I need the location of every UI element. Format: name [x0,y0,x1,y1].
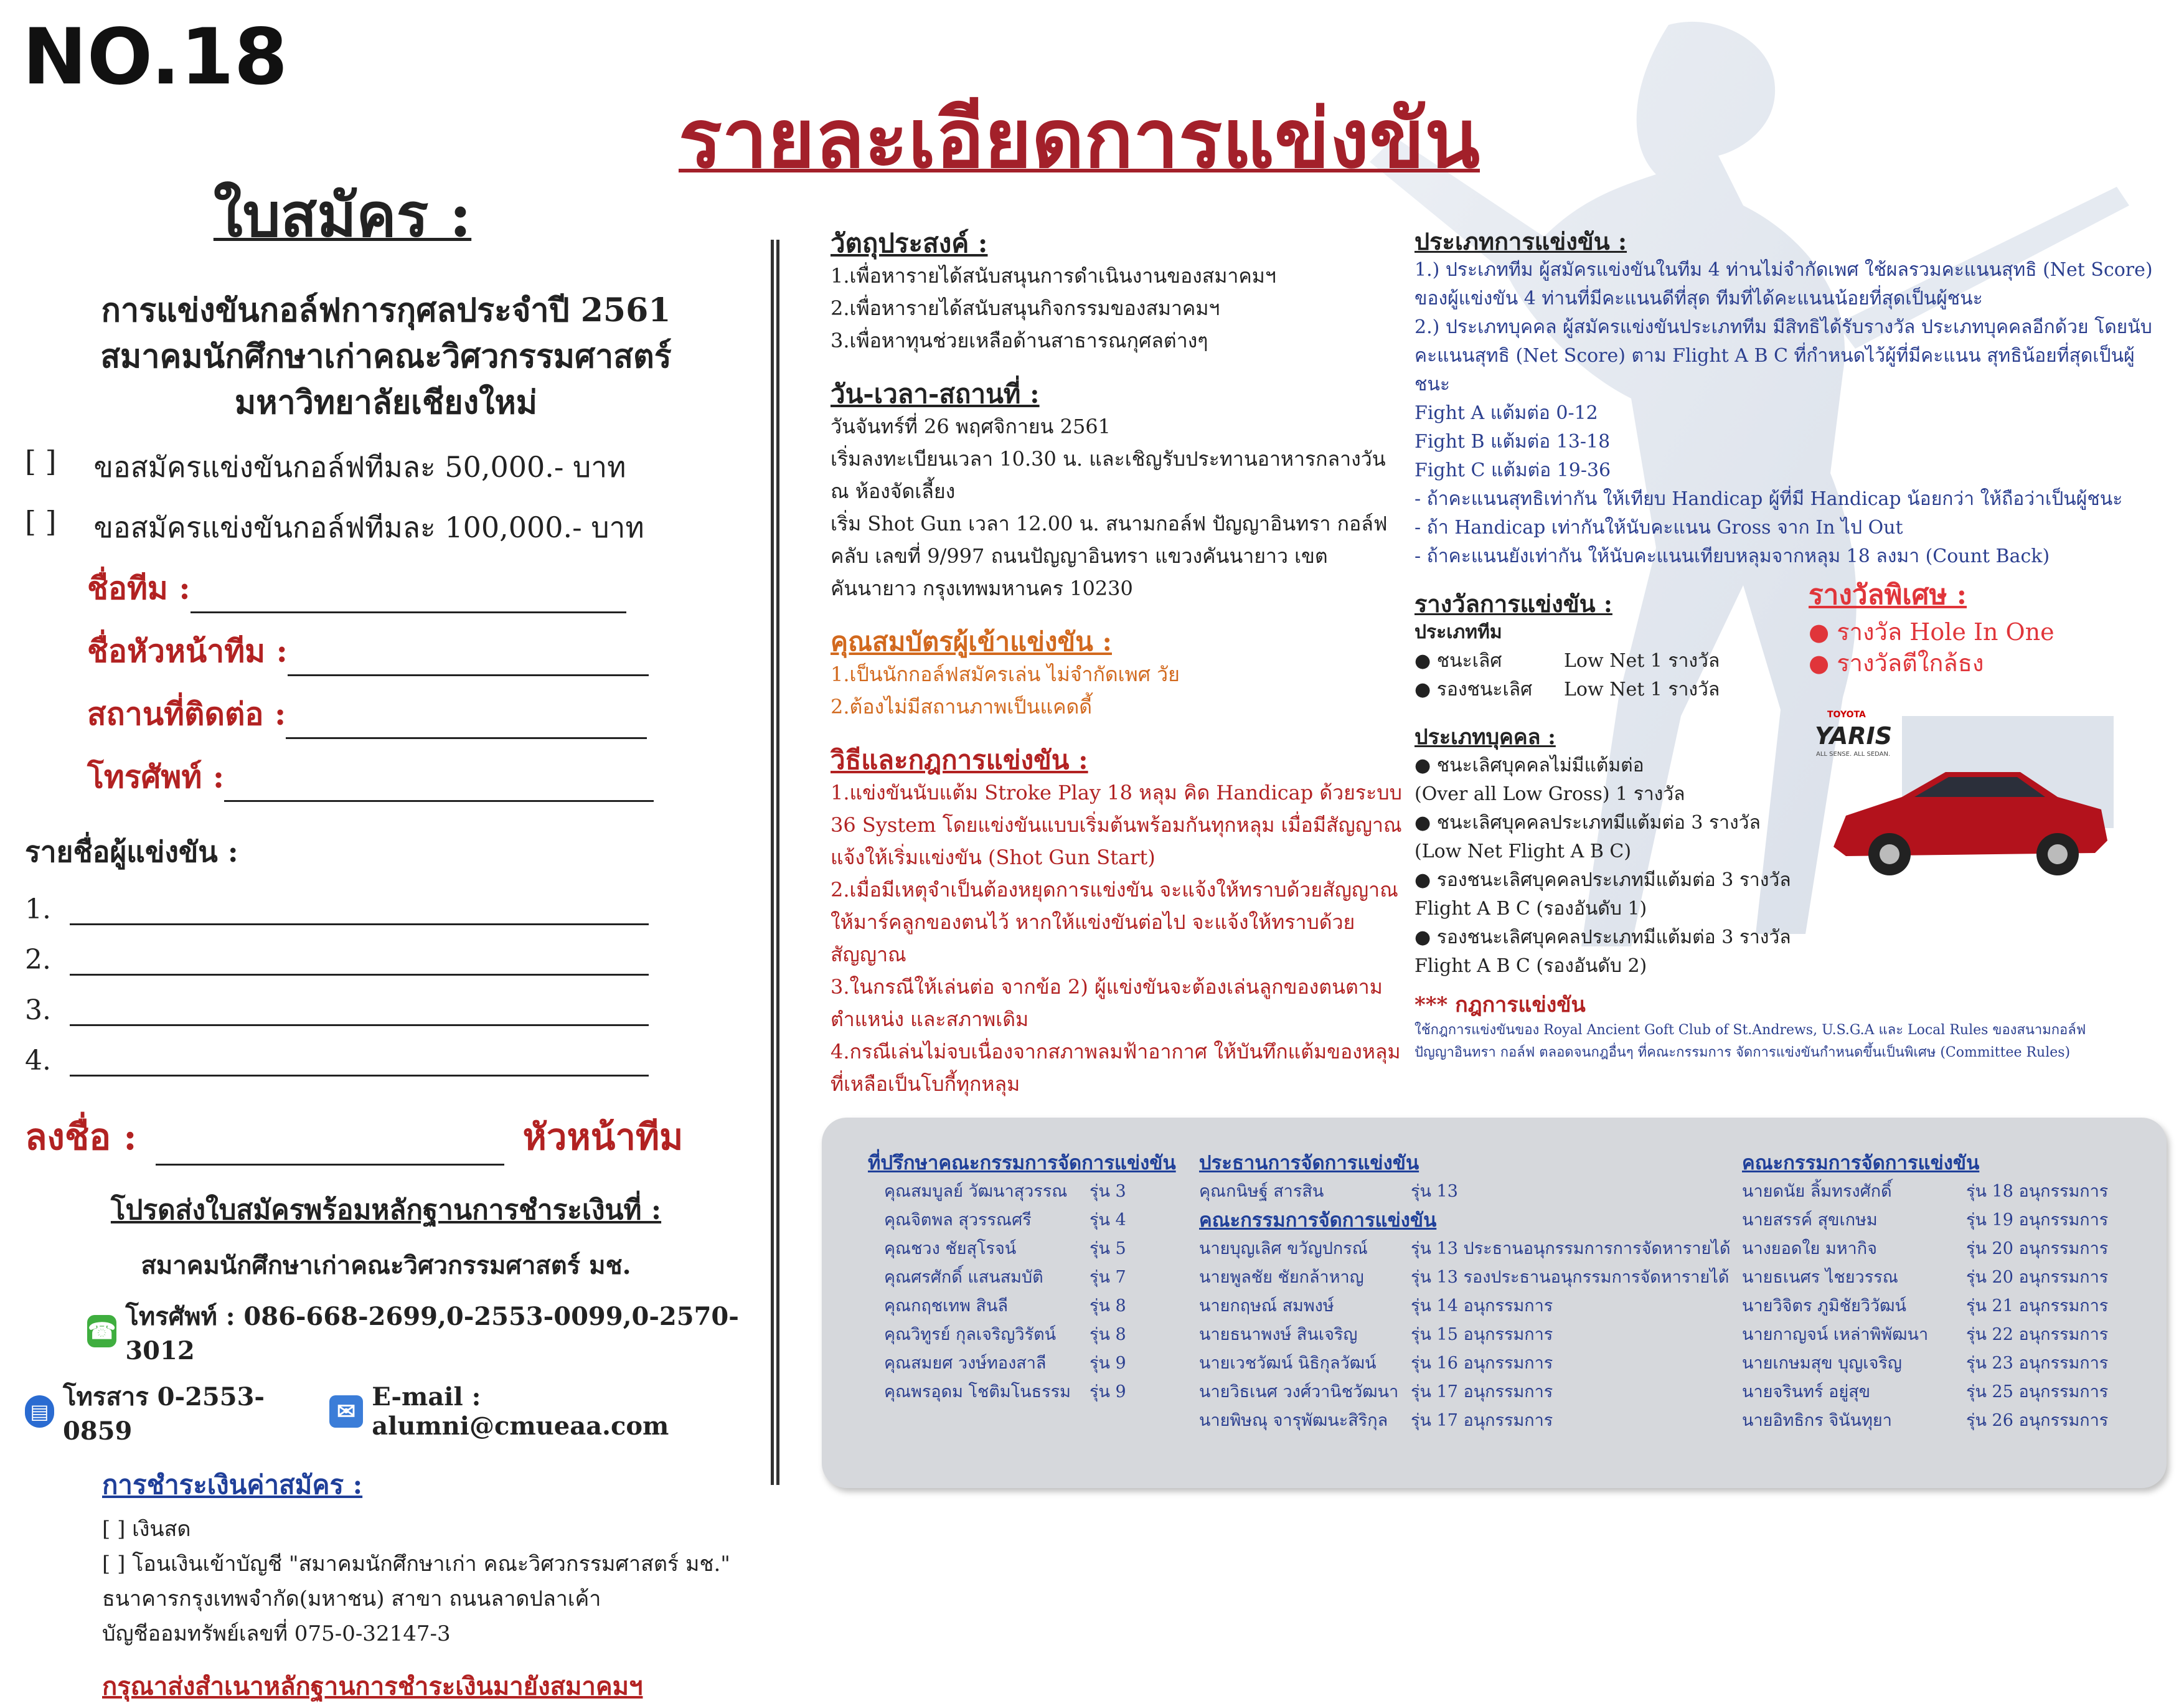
option-label: ขอสมัครแข่งขันกอล์ฟทีมละ 50,000.- บาท [93,450,626,484]
phone-text: โทรศัพท์ : 086-668-2699,0-2553-0099,0-2570-3012 [125,1302,739,1365]
chair-row [1199,1177,1759,1206]
column-divider [771,240,779,1485]
number-badge: NO.18 [22,12,288,102]
award-row [1414,647,1800,676]
form-title: ใบสมัคร : [213,180,472,250]
award-value: Low Net 1 รางวัล [1564,650,1720,672]
advisors-title: ที่ปรึกษาคณะกรรมการจัดการแข่งขัน [868,1152,1176,1174]
member-gen: รุ่น 16 อนุกรรมการ [1411,1354,1553,1373]
committee-member-row [1199,1235,1759,1263]
special-item: ● รางวัลตีใกล้ธง [1809,649,1984,677]
payment-bank: ธนาคารกรุงเทพจำกัด(มหาชน) สาขา ถนนลาดปลาเค้า [102,1586,601,1611]
payment-account: บัญชีออมทรัพย์เลขที่ 075-0-32147-3 [102,1621,451,1646]
member-gen: รุ่น 14 อนุกรรมการ [1411,1296,1553,1316]
payment-details [102,1512,747,1651]
member-gen: รุ่น 9 [1090,1382,1126,1402]
objective-item: 3.เพื่อหาทุนช่วยเหลือด้านสาธารณกุศลต่างๆ [831,329,1208,352]
sign-suffix: หัวหน้าทีม [522,1116,684,1158]
rules-item: 3.ในกรณีให้เล่นต่อ จากข้อ 2) ผู้แข่งขันจะต้องเล่นลูกของตนตามตำแหน่ง และสภาพเดิม [831,975,1383,1031]
committee-member-row [1199,1349,1759,1378]
committee-member-row [1742,1407,2153,1435]
member-name: คุณสมบูลย์ วัฒนาสุวรรณ [884,1182,1068,1201]
chair-column [1199,1149,1759,1435]
player-number: 3. [25,994,51,1026]
event-details [831,227,1403,1100]
award-name: ● รองชนะเลิศ [1414,676,1564,704]
award-individual-line: Flight A B C (รองอันดับ 1) [1414,898,1647,920]
member-gen: รุ่น 15 อนุกรรมการ [1411,1325,1553,1344]
phone-contact [87,1296,747,1365]
committee-member-row [884,1321,1179,1349]
rules-item: 4.กรณีเล่นไม่จบเนื่องจากสภาพลมฟ้าอากาศ ให้บันทึกแต้มของหลุมที่เหลือเป็นโบกี้ทุกหลุม [831,1040,1401,1096]
committee-member-row [1199,1321,1759,1349]
send-title: โปรดส่งใบสมัครพร้อมหลักฐานการชำระเงินที่ : [110,1194,662,1226]
golf-rules-text: ใช้กฎการแข่งขันของ Royal Ancient Goft Club of St.Andrews, U.S.G.A และ Local Rules ของสนามกอล์ฟ ปัญญาอินทรา กอล์ฟ ตลอดจนกฎอื่นๆ ที่คณะกรรมการ จัดการแข่งขันกำหนดขึ้นเป็นพิเศษ (Committee Rules) [1414,1022,2086,1060]
committee-member-row [1742,1378,2153,1407]
player-row[interactable] [25,944,747,976]
member-name: นายธนาพงษ์ สินเจริญ [1199,1325,1358,1344]
option-label: ขอสมัครแข่งขันกอล์ฟทีมละ 100,000.- บาท [93,511,644,544]
committee-member-row [1199,1378,1759,1407]
committee-member-row [1742,1235,2153,1263]
player-row[interactable] [25,994,747,1026]
player-number: 1. [25,893,51,925]
toyota-logo: TOYOTA [1827,710,1866,720]
member-gen: รุ่น 19 อนุกรรมการ [1966,1210,2109,1230]
email-text[interactable]: E-mail : alumni@cmueaa.com [372,1382,669,1441]
member-name: คุณวิทูรย์ กุลเจริญวิรัตน์ [884,1325,1057,1344]
committee-member-row [884,1378,1179,1407]
award-value: Low Net 1 รางวัล [1564,679,1720,700]
player-list-title: รายชื่อผู้แข่งขัน : [25,835,238,869]
member-name: นายอิทธิกร จินันทุยา [1742,1411,1892,1430]
types-line: - ถ้าคะแนนยังเท่ากัน ให้นับคะแนนเทียบหลุมจากหลุม 18 ลงมา (Count Back) [1414,545,2050,567]
member-gen: รุ่น 13 รองประธานอนุกรรมการจัดหารายได้ [1411,1268,1730,1287]
award-individual-line: ● รองชนะเลิศบุคคลประเภทมีแต้มต่อ 3 รางวัล [1414,926,1791,948]
option-100000[interactable] [25,505,747,550]
member-gen: รุ่น 22 อนุกรรมการ [1966,1325,2109,1344]
types-line: Fight A แต้มต่อ 0-12 [1414,402,1598,424]
member-name: นายกฤษณ์ สมพงษ์ [1199,1296,1334,1316]
committee-member-row [1199,1292,1759,1321]
special-item: ● รางวัล Hole In One [1809,618,2055,646]
member-name: นายเวชวัฒน์ นิธิกุลวัฒน์ [1199,1354,1377,1373]
types-line: Fight C แต้มต่อ 19-36 [1414,459,1611,481]
registration-form [25,168,747,1706]
member-name: นายธเนศร ไชยวรรณ [1742,1268,1898,1287]
member-gen: รุ่น 7 [1090,1268,1126,1287]
committee-member-row [1199,1263,1759,1292]
types-line: - ถ้า Handicap เท่ากันให้นับคะแนน Gross จาก In ไป Out [1414,517,1903,539]
member-gen: รุ่น 8 [1090,1325,1126,1344]
mgmt2-title: คณะกรรมการจัดการแข่งขัน [1742,1152,1980,1174]
payment-title: การชำระเงินค่าสมัคร : [102,1469,363,1500]
objective-item: 2.เพื่อหารายได้สนับสนุนกิจกรรมของสมาคมฯ [831,296,1220,320]
member-name: คุณศรศักดิ์ แสนสมบัติ [884,1268,1043,1287]
fax-email-contact [25,1377,747,1446]
player-number: 2. [25,944,51,976]
mgmt-title: คณะกรรมการจัดการแข่งขัน [1199,1209,1437,1232]
team-name-field[interactable] [87,564,747,613]
sign-label: ลงชื่อ : [25,1116,137,1158]
committee-member-row [884,1177,1179,1206]
mgmt2-column [1742,1149,2153,1435]
field-label: ชื่อหัวหน้าทีม : [87,633,288,669]
send-org: สมาคมนักศึกษาเก่าคณะวิศวกรรมศาสตร์ มช. [141,1251,631,1280]
member-gen: รุ่น 9 [1090,1354,1126,1373]
option-checkbox[interactable]: [ ] [25,505,57,539]
datetime-title: วัน-เวลา-สถานที่ : [831,379,1040,409]
payment-cash-option[interactable]: [ ] เงินสด [102,1517,191,1542]
rules-item: 1.แข่งขันนับแต้ม Stroke Play 18 หลุม คิด Handicap ด้วยระบบ 36 System โดยแข่งขันแบบเริ่มต้นพร้อมกันทุกหลุม เมื่อมีสัญญาณแจ้งให้เริ่มแข่งขัน (Shot Gun Start) [831,781,1402,869]
committee-member-row [1199,1407,1759,1435]
objective-item: 1.เพื่อหารายได้สนับสนุนการดำเนินงานของสมาคมฯ [831,264,1276,288]
member-name: คุณจิตพล สุวรรณศรี [884,1210,1032,1230]
member-gen: รุ่น 25 อนุกรรมการ [1966,1382,2109,1402]
option-checkbox[interactable]: [ ] [25,445,57,478]
yaris-logo: YARIS [1815,722,1893,750]
award-individual-line: ● รองชนะเลิศบุคคลประเภทมีแต้มต่อ 3 รางวัล [1414,869,1791,891]
objective-title: วัตถุประสงค์ : [831,228,988,258]
member-gen: รุ่น 13 [1411,1182,1458,1201]
member-name: นายกาญจน์ เหล่าพิพัฒนา [1742,1325,1929,1344]
committee-member-row [884,1206,1179,1235]
member-gen: รุ่น 18 อนุกรรมการ [1966,1182,2109,1201]
member-name: คุณชวง ชัยสุโรจน์ [884,1239,1017,1258]
member-gen: รุ่น 17 อนุกรรมการ [1411,1382,1553,1402]
award-name: ● ชนะเลิศ [1414,647,1564,676]
types-line: 1.) ประเภททีม ผู้สมัครแข่งขันในทีม 4 ท่านไม่จำกัดเพศ ใช้ผลรวมคะแนนสุทธิ (Net Score) ของผู้แข่งขัน 4 ท่านที่มีคะแนนดีที่สุด ทีมที่ได้คะแนนน้อยที่สุดเป็นผู้ชนะ [1414,259,2153,309]
car-promo [1809,704,2120,890]
awards-title: รางวัลการแข่งขัน : [1414,590,1612,618]
member-gen: รุ่น 3 [1090,1182,1126,1201]
form-heading [25,288,747,426]
form-heading-line: สมาคมนักศึกษาเก่าคณะวิศวกรรมศาสตร์ [100,337,672,375]
special-prizes [1809,573,2132,890]
committee-member-row [1742,1321,2153,1349]
form-heading-line: การแข่งขันกอล์ฟการกุศลประจำปี 2561 [101,291,671,329]
committee-member-row [884,1292,1179,1321]
types-line: - ถ้าคะแนนสุทธิเท่ากัน ให้เทียบ Handicap ผู้ที่มี Handicap น้อยกว่า ให้ถือว่าเป็นผู้ชนะ [1414,488,2123,510]
award-individual-line: ● ชนะเลิศบุคคลประเภทมีแต้มต่อ 3 รางวัล [1414,812,1761,834]
awards-team-label: ประเภททีม [1414,621,1502,643]
rules-title: วิธีและกฎการแข่งขัน : [831,745,1088,775]
member-name: นายจรินทร์ อยู่สุข [1742,1382,1871,1402]
chair-title: ประธานการจัดการแข่งขัน [1199,1152,1419,1174]
member-gen: รุ่น 8 [1090,1296,1126,1316]
member-gen: รุ่น 23 อนุกรรมการ [1966,1354,2109,1373]
captain-name-field[interactable] [87,627,747,676]
field-label: โทรศัพท์ : [87,758,225,795]
member-gen: รุ่น 4 [1090,1210,1126,1230]
member-name: คุณกฤชเทพ สินลี [884,1296,1009,1316]
rules-item: 2.เมื่อมีเหตุจำเป็นต้องหยุดการแข่งขัน จะแจ้งให้ทราบด้วยสัญญาณ ให้มาร์คลูกของตนไว้ หากให้แข่งขันต่อไป จะแจ้งให้ทราบด้วยสัญญาณ [831,878,1398,966]
committee-panel [822,1118,2167,1488]
member-name: นายบุญเลิศ ขวัญปกรณ์ [1199,1239,1368,1258]
types-line: 2.) ประเภทบุคคล ผู้สมัครแข่งขันประเภททีม มีสิทธิได้รับรางวัล ประเภทบุคคลอีกด้วย โดยนับคะแนนสุทธิ (Net Score) ตาม Flight A B C ที่กำหนดไว้ผู้ที่มีคะแนน สุทธิน้อยที่สุดเป็นผู้ชนะ [1414,316,2152,395]
member-gen: รุ่น 21 อนุกรรมการ [1966,1296,2109,1316]
committee-member-row [1742,1292,2153,1321]
player-row[interactable] [25,1045,747,1077]
golf-rules-title: *** กฎการแข่งขัน [1414,992,1586,1017]
member-name: นายสรรค์ สุขเกษม [1742,1210,1878,1230]
qualification-title: คุณสมบัตรผู้เข้าแข่งขัน : [831,626,1112,657]
member-name: นายดนัย ลิ้มทรงศักดิ์ [1742,1182,1892,1201]
member-gen: รุ่น 20 อนุกรรมการ [1966,1239,2109,1258]
award-individual-line: (Over all Low Gross) 1 รางวัล [1414,783,1685,805]
address-field[interactable] [87,690,747,739]
datetime-line: วันจันทร์ที่ 26 พฤศจิกายน 2561 [831,415,1111,438]
fax-icon: ▤ [25,1395,54,1428]
qualification-item: 1.เป็นนักกอล์ฟสมัครเล่น ไม่จำกัดเพศ วัย [831,662,1180,686]
player-row[interactable] [25,893,747,925]
member-name: นายเกษมสุข บุญเจริญ [1742,1354,1902,1373]
member-gen: รุ่น 13 ประธานอนุกรรมการการจัดหารายได้ [1411,1239,1731,1258]
committee-member-row [1742,1206,2153,1235]
advisors-column [868,1149,1179,1407]
yaris-tagline: ALL SENSE. ALL SEDAN. [1816,751,1891,758]
types-title: ประเภทการแข่งขัน : [1414,227,1627,255]
types-line: Fight B แต้มต่อ 13-18 [1414,431,1611,453]
committee-member-row [1742,1177,2153,1206]
payment-note: กรุณาส่งสำเนาหลักฐานการชำระเงินมายังสมาคมฯ [102,1672,643,1701]
member-name: คุณกนิษฐ์ สารสิน [1199,1182,1324,1201]
member-gen: รุ่น 20 อนุกรรมการ [1966,1268,2109,1287]
phone-icon: ☎ [87,1315,116,1347]
signature-row[interactable] [25,1108,747,1166]
member-name: นายพูลชัย ชัยกล้าหาญ [1199,1268,1364,1287]
player-number: 4. [25,1045,51,1077]
special-title: รางวัลพิเศษ : [1809,579,1967,611]
phone-field[interactable] [87,753,747,802]
member-gen: รุ่น 17 อนุกรรมการ [1411,1411,1553,1430]
committee-member-row [1742,1349,2153,1378]
field-label: สถานที่ติดต่อ : [87,695,286,732]
member-gen: รุ่น 26 อนุกรรมการ [1966,1411,2109,1430]
form-heading-line: มหาวิทยาลัยเชียงใหม่ [234,384,538,422]
committee-member-row [884,1263,1179,1292]
awards-individual-label: ประเภทบุคคล : [1414,725,1556,750]
email-icon: ✉ [329,1395,363,1428]
member-name: คุณสมยศ วงษ์ทองสาลี [884,1354,1047,1373]
payment-transfer-option[interactable]: [ ] โอนเงินเข้าบัญชี "สมาคมนักศึกษาเก่า คณะวิศวกรรมศาสตร์ มช." [102,1552,730,1576]
committee-member-row [884,1235,1179,1263]
page-title: รายละเอียดการแข่งขัน [679,91,1480,186]
datetime-line: เริ่มลงทะเบียนเวลา 10.30 น. และเชิญรับประทานอาหารกลางวัน ณ ห้องจัดเลี้ยง [831,447,1386,503]
field-label: ชื่อทีม : [87,570,191,606]
fax-text: โทรสาร 0-2553-0859 [63,1382,265,1446]
award-individual-line: ● ชนะเลิศบุคคลไม่มีแต้มต่อ [1414,755,1644,776]
committee-member-row [884,1349,1179,1378]
member-name: นายวิธเนศ วงศ์วานิชวัฒนา [1199,1382,1399,1402]
option-50000[interactable] [25,445,747,490]
datetime-line: เริ่ม Shot Gun เวลา 12.00 น. สนามกอล์ฟ ปัญญาอินทรา กอล์ฟ คลับ เลขที่ 9/997 ถนนปัญญาอินทรา แขวงคันนายาว เขตคันนายาว กรุงเทพมหานคร 10230 [831,512,1388,600]
member-name: คุณพรอุดม โชติมโนธรรม [884,1382,1071,1402]
car-icon [1809,704,2120,890]
award-row [1414,676,1800,704]
qualification-item: 2.ต้องไม่มีสถานภาพเป็นแคดดี้ [831,695,1093,719]
member-name: นายวิจิตร ภูมิชัยวิวัฒน์ [1742,1296,1906,1316]
member-name: นางยอดใย มหากิจ [1742,1239,1877,1258]
award-individual-line: (Low Net Flight A B C) [1414,841,1632,862]
member-gen: รุ่น 5 [1090,1239,1126,1258]
committee-member-row [1742,1263,2153,1292]
award-individual-line: Flight A B C (รองอันดับ 2) [1414,955,1647,977]
member-name: นายพิษณุ จารุพัฒนะสิริกุล [1199,1411,1388,1430]
